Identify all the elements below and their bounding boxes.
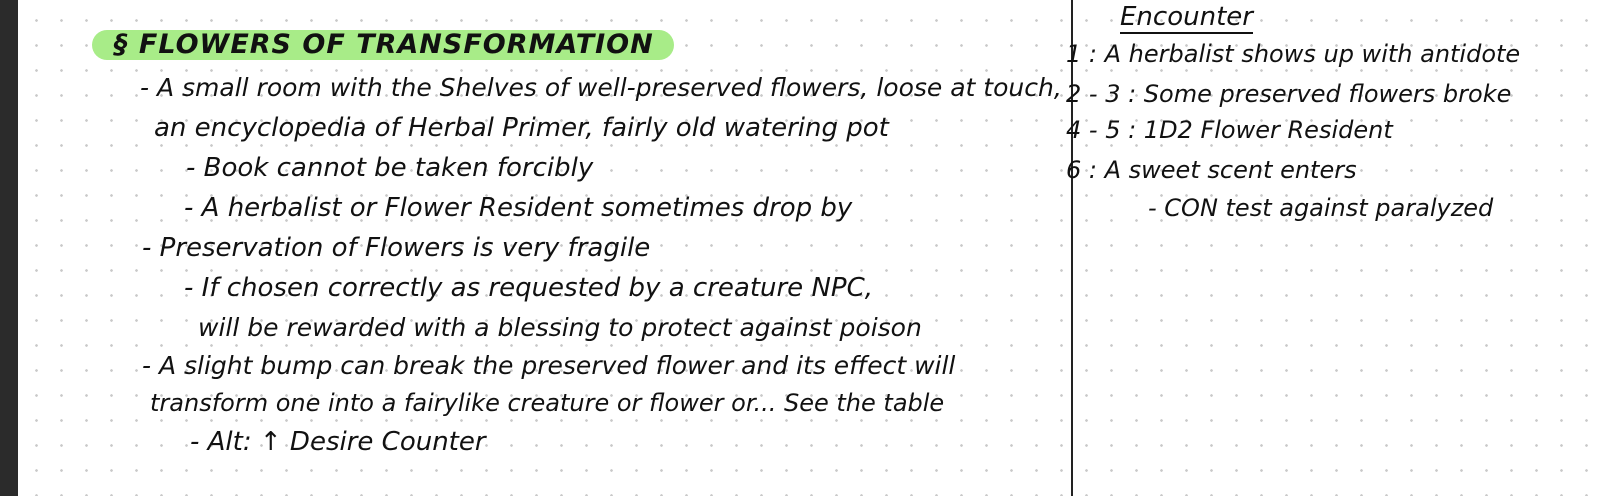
encounter-line: 2 - 3 : Some preserved flowers broke [1066, 80, 1512, 108]
note-line: - Book cannot be taken forcibly [186, 153, 594, 183]
column-divider [1071, 0, 1073, 496]
note-line: - A small room with the Shelves of well-preserved flowers, loose at touch, [140, 73, 1062, 102]
encounter-heading: Encounter [1120, 2, 1253, 32]
note-line: - A herbalist or Flower Resident sometimes drop by [184, 193, 853, 223]
section-title: § FLOWERS OF TRANSFORMATION [92, 30, 674, 60]
note-line: - A slight bump can break the preserved flower and its effect will [142, 351, 956, 380]
note-line: an encyclopedia of Herbal Primer, fairly old watering pot [154, 113, 889, 143]
note-line: - Preservation of Flowers is very fragile [142, 233, 651, 263]
note-line: transform one into a fairylike creature or flower or... See the table [150, 389, 945, 417]
encounter-line: 4 - 5 : 1D2 Flower Resident [1066, 116, 1393, 144]
encounter-line: - CON test against paralyzed [1148, 194, 1494, 222]
note-line: will be rewarded with a blessing to protect against poison [198, 313, 922, 342]
note-line: - Alt: ↑ Desire Counter [190, 427, 486, 457]
note-line: - If chosen correctly as requested by a creature NPC, [184, 273, 873, 303]
encounter-line: 6 : A sweet scent enters [1066, 156, 1357, 184]
encounter-line: 1 : A herbalist shows up with antidote [1066, 40, 1521, 68]
notebook-page [18, 0, 1600, 496]
